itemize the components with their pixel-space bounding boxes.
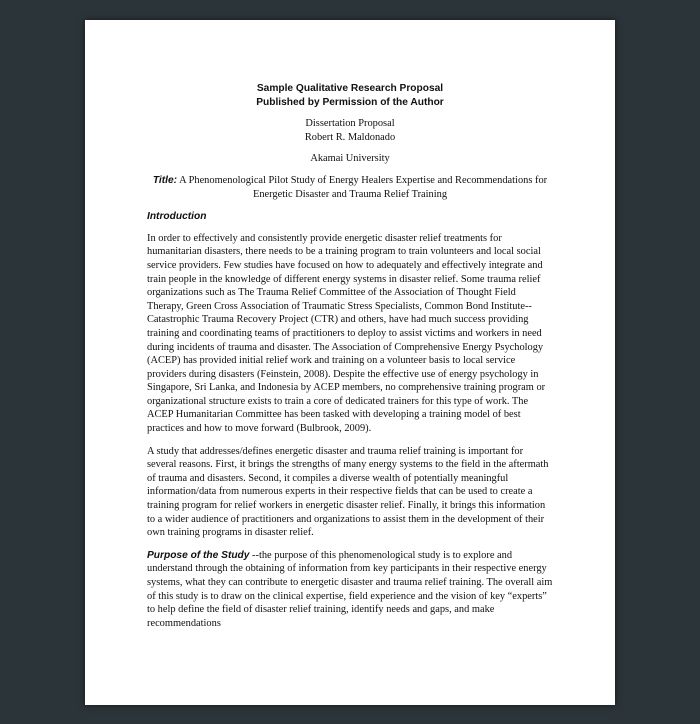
- header-line-1: Sample Qualitative Research Proposal: [256, 83, 444, 94]
- introduction-paragraph-2: A study that addresses/defines energetic disaster and trauma relief training is important for several reasons. First, it brings the strengths of many energy systems to the field in the aftermath of trauma and disasters. Second, it compiles a diverse wealth of potentially meaningful information/data from numerous experts in their respective fields that can be used to create a training program for relief workers in energetic disaster relief. Finally, it brings this information to a wider audience of practitioners and organizations to assist them in the development of their own training programs in disaster relief.: [147, 445, 549, 539]
- introduction-heading: Introduction: [147, 211, 207, 223]
- title-label: Title: [152, 174, 174, 186]
- title-text: A Phenomenological Pilot Study of Energy Healers Expertise and Recommendations for Energetic Disaster and Trauma Relief Training: [177, 174, 548, 200]
- title-colon: :: [173, 174, 178, 186]
- document-page: [85, 20, 615, 705]
- purpose-paragraph: [147, 549, 553, 631]
- proposal-title: [147, 174, 553, 201]
- university-name: Akamai University: [310, 153, 390, 165]
- purpose-label: Purpose of the Study: [147, 549, 250, 561]
- document-content: [147, 82, 553, 639]
- author-name: Robert R. Maldonado: [304, 131, 396, 143]
- header-line-2: Published by Permission of the Author: [256, 96, 444, 108]
- introduction-paragraph-1: In order to effectively and consistently provide energetic disaster relief treatments for humanitarian disasters, there needs to be a training program to train volunteers and local social service providers. Few studies have focused on how to adequately and effectively integrate and train people in the knowledge of different energy systems in disaster relief. Some trauma relief organizations such as The Trauma Relief Committee of the Association of Thought Field Therapy, Green Cross Association of Traumatic Stress Specialists, Common Bond Institute--Catastrophic Trauma Recovery Project (CTR) and others, have had much success providing training and coordinating teams of practitioners to deploy to assist victims and workers in need during incidents of trauma and disaster. The Association of Comprehensive Energy Psychology (ACEP) has provided initial relief work and training on a volunteer basis to local service providers during disasters (Feinstein, 2008). Despite the effective use of energy psychology in Singapore, Sri Lanka, and Indonesia by ACEP members, no comprehensive training program or organizational structure exists to train a core of dedicated trainers for this type of work. The ACEP Humanitarian Committee has been tasked with developing a training model of best practices and how to move forward (Bulbrook, 2009).: [147, 232, 546, 435]
- doc-type: Dissertation Proposal: [305, 118, 395, 130]
- purpose-text: --the purpose of this phenomenological study is to explore and understand through the obtaining of information from key participants in their respective energy systems, what they can contribute to energetic disaster and trauma relief training. The overall aim of this study is to draw on the clinical expertise, field experience and the vision of key “experts” to help define the field of disaster relief training, identify needs and gaps, and make recommendations: [147, 549, 553, 629]
